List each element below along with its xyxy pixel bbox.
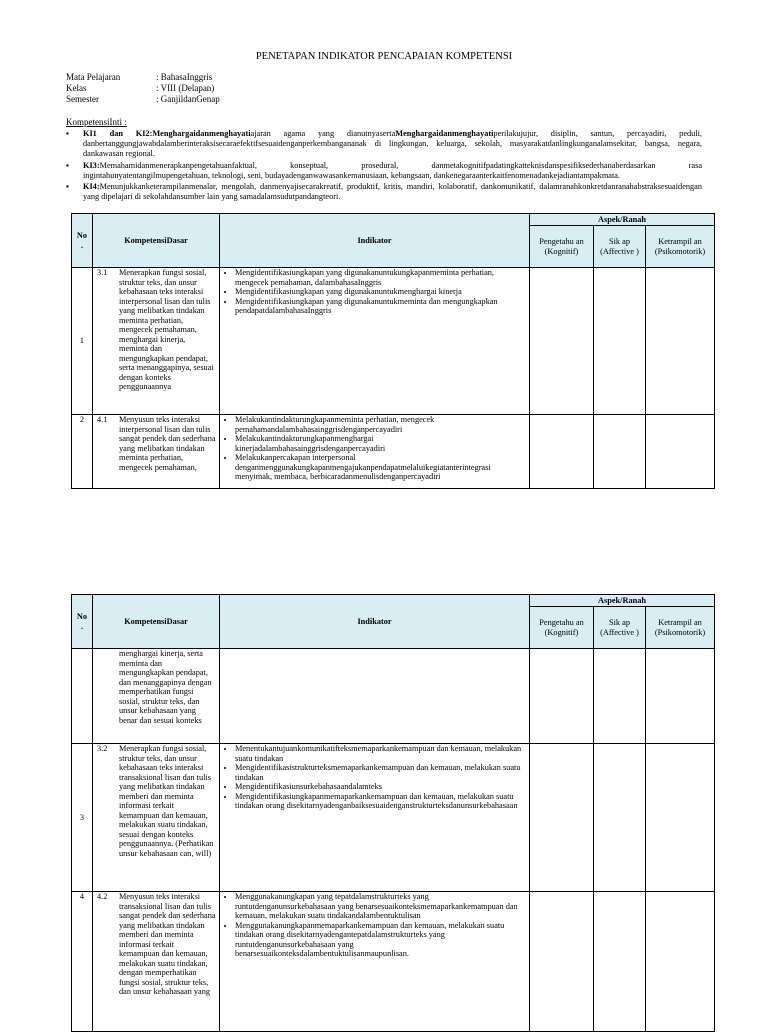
kd-cell: [93, 415, 220, 489]
sikap-cell: [594, 649, 646, 744]
table-row: [72, 744, 715, 892]
table-row: [72, 268, 715, 415]
indikator-item: • Mengidentifikasiungkapan yang digunakanuntukmenghargai kinerja: [235, 287, 529, 297]
ki-text: perilakujujur, disiplin, santun, percayadiri, peduli, danbertanggungjawabdalamberinteraksisecaraefektifsesuaidenganperkembangananak di lingkungan, keluarga, sekolah, masyarakatdanlingkunganalamsekitar, bangsa, negara, dankawasan regional.: [83, 129, 702, 158]
ki-text: ajaran agama yang dianutnyaserta: [250, 129, 396, 138]
meta-label: Kelas: [66, 83, 87, 93]
meta-value: : BahasaInggris: [156, 72, 213, 82]
row-number: 2: [72, 415, 93, 489]
header-keterampilan: Ketrampil an (Psikomotorik): [646, 607, 715, 649]
sikap-cell: [594, 415, 646, 489]
keterampilan-cell: [646, 268, 715, 415]
ki-bold-phrase: Menghargaidanmenghayati: [152, 129, 251, 138]
indikator-cell: [220, 415, 530, 489]
indicator-table-2: [71, 594, 715, 1032]
meta-value: : VIII (Delapan): [156, 83, 215, 93]
sikap-cell: [594, 892, 646, 1032]
keterampilan-cell: [646, 744, 715, 892]
kd-cell: [93, 892, 220, 1032]
ki-bold-phrase: Menghargaidanmenghayati: [395, 129, 494, 138]
header-indikator: Indikator: [220, 595, 530, 649]
ki-item: [66, 182, 702, 202]
kd-code: 4.2: [97, 892, 108, 901]
header-pengetahuan: Pengetahu an (Kognitif): [530, 226, 594, 268]
sikap-cell: [594, 744, 646, 892]
indikator-cell: [220, 268, 530, 415]
indikator-item: • Mengidentifikasiunsurkebahasaandalamteks: [235, 782, 529, 792]
header-keterampilan: Ketrampil an (Psikomotorik): [646, 226, 715, 268]
ki-item: [66, 129, 702, 159]
meta-label: Semester: [66, 94, 99, 104]
indikator-item: • Mengidentifikasiungkapan yang digunakanuntukungkapanmeminta perhatian, mengecek pemahaman, dalambahasaInggris: [235, 268, 529, 287]
bullet-icon: ▪: [66, 129, 69, 138]
table-row: [72, 892, 715, 1032]
pengetahuan-cell: [530, 415, 594, 489]
header-sikap: Sik ap (Affective ): [594, 226, 646, 268]
meta-row: [66, 72, 212, 83]
header-aspek: Aspek/Ranah: [530, 595, 715, 607]
indikator-item: • Menggunakanungkapan yang tepatdalamstrukturteks yang runtutdenganunsurkebahasaan yang benarsesuaikonteksmemaparkankemampuan dan kemauan, melakukan suatu tindakandalambentuktulisan: [235, 892, 529, 921]
indikator-item: • Menggunakanungkapanmemaparkankemampuan dan kemauan, melakukan suatu tindakan orang disekitarnyadengantepatdalamstrukturteks yang runtutdenganunsurkebahasaan yang benarsesuaikonteksdalambentuktulisanmaupunlisan.: [235, 921, 529, 959]
bullet-icon: ▪: [66, 182, 69, 191]
row-number: 3: [72, 744, 93, 892]
row-number: [72, 649, 93, 744]
ki-item: [66, 161, 702, 181]
table-row: [72, 649, 715, 744]
indikator-item: • Menentukantujuankomunikatifteksmemaparkankemampuan dan kemauan, melakukan suatu tindakan: [235, 744, 529, 763]
indikator-item: • Melakukantindakturungkapanmenghargai kinerjadalambahasainggrisdenganpercayadiri: [235, 434, 529, 453]
meta-value: : GanjildanGenap: [156, 94, 220, 104]
meta-label: Mata Pelajaran: [66, 72, 121, 82]
keterampilan-cell: [646, 892, 715, 1032]
pengetahuan-cell: [530, 892, 594, 1032]
pengetahuan-cell: [530, 649, 594, 744]
indikator-item: • Mengidentifikasiungkapan yang digunakanuntukmeminta dan mengungkapkan pendapatdalambahasaInggris: [235, 297, 529, 316]
indikator-cell: [220, 744, 530, 892]
indikator-item: • Mengidentifikasistrukturteksmemaparkankemampuan dan kemauan, melakukan suatu tindakan: [235, 763, 529, 782]
indicator-table-1: [71, 213, 715, 489]
header-no: No .: [72, 214, 93, 268]
kd-text: Menyusun teks interaksi interpersonal lisan dan tulis sangat pendek dan sederhana yang melibatkan tindakan meminta perhatian, mengecek pemahaman,: [119, 415, 216, 472]
kd-cell: [93, 744, 220, 892]
header-no: No .: [72, 595, 93, 649]
header-kd: KompetensiDasar: [93, 595, 220, 649]
pengetahuan-cell: [530, 744, 594, 892]
keterampilan-cell: [646, 415, 715, 489]
kd-code: 4.1: [97, 415, 108, 424]
kd-text: Menyusun teks interaksi transaksional lisan dan tulis sangat pendek dan sederhana yang melibatkan tindakan memberi dan meminta informasi terkait kemampuan dan kemauan, melakukan suatu tindakan, dengan memperhatikan fungsi sosial, struktur teks, dan unsur kebahasaan yang: [119, 892, 216, 996]
indikator-item: • Mengidentifikasiungkapanmemaparkankemampuan dan kemauan, melakukan suatu tindakan orang disekitarnyadenganbaiksesuaidenganstrukturteksdanunsurkebahasaan: [235, 792, 529, 811]
ki-label: KI1 dan KI2:: [83, 129, 153, 138]
kd-text: Menerapkan fungsi sosial, struktur teks, dan unsur kebahasaan teks interaksi transaksional lisan dan tulis yang melibatkan tindakan memberi dan meminta informasi terkait kemampuan dan kemauan, melakukan suatu tindakan, sesuai dengan konteks penggunaannya. (Perhatikan unsur kebahasaan can, will): [119, 744, 214, 858]
ki-heading: KompetensiInti :: [66, 117, 127, 127]
kd-code: 3.2: [97, 744, 108, 753]
indikator-cell: [220, 649, 530, 744]
sikap-cell: [594, 268, 646, 415]
indikator-item: • Melakukanpercakapan interpersonal denganmenggunakungkapanmengajukanpendapatmelaluikegiatanterintegrasi menyimak, membaca, berbicaradanmenulisdenganpercayadiri: [235, 453, 529, 482]
keterampilan-cell: [646, 649, 715, 744]
indikator-item: • Melakukantindakturungkapanmeminta perhatian, mengecek pemahamandalambahasainggrisdenganpercayadiri: [235, 415, 529, 434]
kd-cell: menghargai kinerja, serta meminta dan mengungkapkan pendapat, dan menanggapinya dengan memperhatikan fungsi sosial, struktur teks, dan unsur kebahasaan yang benar dan sesuai konteks: [93, 649, 220, 744]
kd-text: Menerapkan fungsi sosial, struktur teks, dan unsur kebahasaan teks interaksi interpersonal lisan dan tulis yang melibatkan tindakan meminta perhatian, mengecek pemahaman, menghargai kinerja, meminta dan mengungkapkan pendapat, serta menanggapinya, sesuai dengan konteks penggunaannya: [119, 268, 214, 391]
header-sikap: Sik ap (Affective ): [594, 607, 646, 649]
header-pengetahuan: Pengetahu an (Kognitif): [530, 607, 594, 649]
meta-row: [66, 83, 214, 94]
page-title: PENETAPAN INDIKATOR PENCAPAIAN KOMPETENSI: [255, 51, 513, 62]
row-number: 1: [72, 268, 93, 415]
ki-label: KI3:: [83, 161, 100, 170]
row-number: 4: [72, 892, 93, 1032]
ki-text: Menunjukkanketerampilanmenalar, mengolah, danmenyajisecarakreatif, produktif, kritis, mandiri, kolaboratif, dankomunikatif, dalamranahkonkretdanranahabstraksesuaidengan yang dipelajari di sekolahdansumber lain yang samadalamsudutpandangteori.: [83, 182, 702, 201]
meta-row: [66, 94, 220, 105]
pengetahuan-cell: [530, 268, 594, 415]
kd-cell: [93, 268, 220, 415]
ki-text: Memahamidanmenerapkanpengetahuanfaktual, konseptual, prosedural, danmetakognitifpadatingkatteknisdanspesifiksederhanaberdasarkan rasa ingintahunyatentangilmupengetahuan, teknologi, seni, budayadenganwawasankemanusiaan, kebangsaan, dankenegaraanterkaitfenomenadankejadiantampakmata.: [83, 161, 702, 180]
ki-label: KI4:: [83, 182, 100, 191]
header-indikator: Indikator: [220, 214, 530, 268]
indikator-cell: [220, 892, 530, 1032]
bullet-icon: ▪: [66, 161, 69, 170]
header-aspek: Aspek/Ranah: [530, 214, 715, 226]
table-row: [72, 415, 715, 489]
header-kd: KompetensiDasar: [93, 214, 220, 268]
kd-code: 3.1: [97, 268, 108, 277]
